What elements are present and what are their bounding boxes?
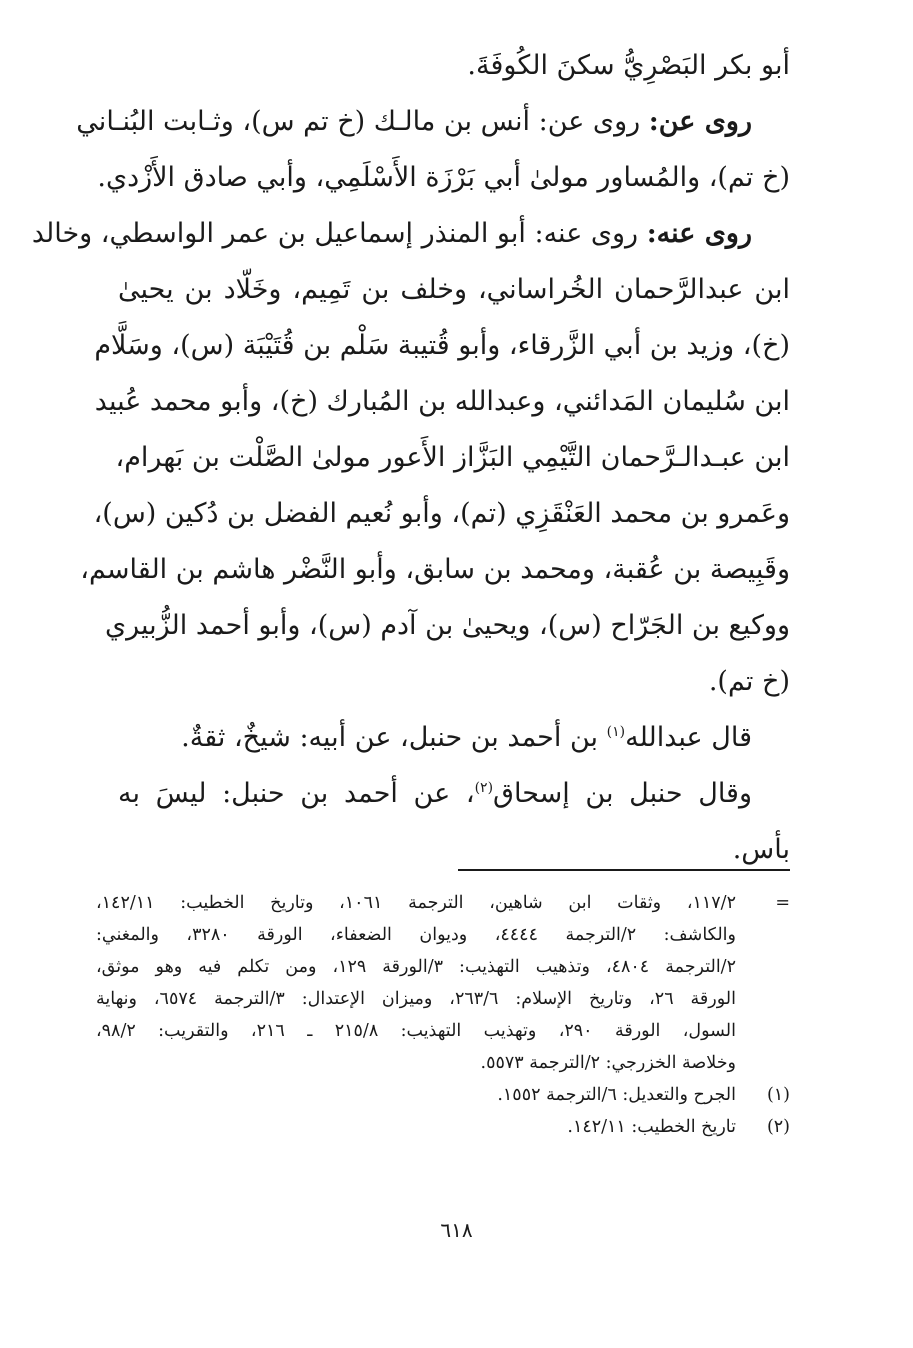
text-line: وقَبِيصة بن عُقبة، ومحمد بن سابق، وأبو النَّضْر هاشم بن القاسم، xyxy=(80,554,790,585)
footnote-line xyxy=(96,887,790,919)
footnote-line: وخلاصة الخزرجي: ٢/الترجمة ٥٥٧٣. xyxy=(480,1053,736,1073)
text-line: أبو بكر البَصْرِيُّ سكنَ الكُوفَةَ. xyxy=(467,50,790,81)
footnote-line: السول، الورقة ٢٩٠، وتهذيب التهذيب: ٢١٥/٨ ـ ٢١٦، والتقريب: ٩٨/٢، xyxy=(96,1021,736,1041)
line-text: وقال حنبل بن إسحاق xyxy=(493,778,752,809)
text-line: ابن عبـدالـرَّحمان التَّيْمِي البَزَّاز الأَعور مولىٰ الصَّلْت بن بَهرام، xyxy=(115,442,790,473)
text-line xyxy=(118,710,790,766)
footnote-number: (٢) xyxy=(766,1117,790,1137)
main-text xyxy=(31,38,790,878)
narrated-by-label: روى عنه: xyxy=(646,218,752,249)
text-line xyxy=(76,94,790,150)
footnote-text: الجرح والتعديل: ٦/الترجمة ١٥٥٢. xyxy=(497,1085,736,1105)
line-text: بن أحمد بن حنبل، عن أبيه: شيخٌ، ثقةٌ. xyxy=(181,722,599,753)
footnote-line: الورقة ٢٦، وتاريخ الإسلام: ٢٦٣/٦، وميزان الإعتدال: ٣/الترجمة ٦٥٧٤، ونهاية xyxy=(96,989,736,1009)
text-line: ووكيع بن الجَرّاح (س)، ويحيىٰ بن آدم (س)، وأبو أحمد الزُّبيري xyxy=(104,610,790,641)
footnote-text: ١١٧/٢، وثقات ابن شاهين، الترجمة ١٠٦١، وتاريخ الخطيب: ١٤٢/١١، xyxy=(96,893,736,913)
continuation-marker: = xyxy=(775,893,790,913)
text-line: ابن عبدالرَّحمان الخُراساني، وخلف بن تَمِيم، وخَلّاد بن يحيىٰ xyxy=(118,274,790,305)
text-line: (خ تم)، والمُساور مولىٰ أبي بَرْزَة الأَسْلَمِي، وأبي صادق الأَزْدي. xyxy=(97,162,790,193)
footnote-separator xyxy=(458,869,790,871)
footnote-text: تاريخ الخطيب: ١٤٢/١١. xyxy=(567,1117,736,1137)
text-line: وعَمرو بن محمد العَنْقَزِي (تم)، وأبو نُعيم الفضل بن دُكين (س)، xyxy=(93,498,790,529)
page-number: ٦١٨ xyxy=(440,1218,473,1242)
narrated-from-label: روى عن: xyxy=(648,106,752,137)
footnote-item xyxy=(96,1079,790,1111)
text-line: (خ تم). xyxy=(708,666,790,697)
footnote-number: (١) xyxy=(766,1085,790,1105)
text-line: ابن سُليمان المَدائني، وعبدالله بن المُبارك (خ)، وأبو محمد عُبيد xyxy=(94,386,790,417)
text-line xyxy=(31,206,790,262)
line-text: قال عبدالله xyxy=(625,722,752,753)
text-line xyxy=(118,766,790,822)
text-line: (خ)، وزيد بن أبي الزَّرقاء، وأبو قُتيبة سَلْم بن قُتَيْبَة (س)، وسَلَّام xyxy=(94,330,790,361)
footnote-line: والكاشف: ٢/الترجمة ٤٤٤٤، وديوان الضعفاء، الورقة ٣٢٨٠، والمغني: xyxy=(96,925,736,945)
line-text: روى عن: أنس بن مالـك (خ تم س)، وثـابت البُنـاني xyxy=(76,106,641,137)
footnote-line: ٢/الترجمة ٤٨٠٤، وتذهيب التهذيب: ٣/الورقة ١٢٩، ومن تكلم فيه وهو موثق، xyxy=(96,957,736,977)
footnote-ref[interactable]: (١) xyxy=(606,724,626,740)
line-text: ، عن أحمد بن حنبل: ليسَ به xyxy=(118,778,475,809)
footnote-item xyxy=(96,1111,790,1143)
text-line: بأس. xyxy=(732,834,790,865)
footnote-ref[interactable]: (٢) xyxy=(474,780,494,796)
footnotes xyxy=(96,887,790,1143)
line-text: روى عنه: أبو المنذر إسماعيل بن عمر الواسطي، وخالد xyxy=(31,218,639,249)
